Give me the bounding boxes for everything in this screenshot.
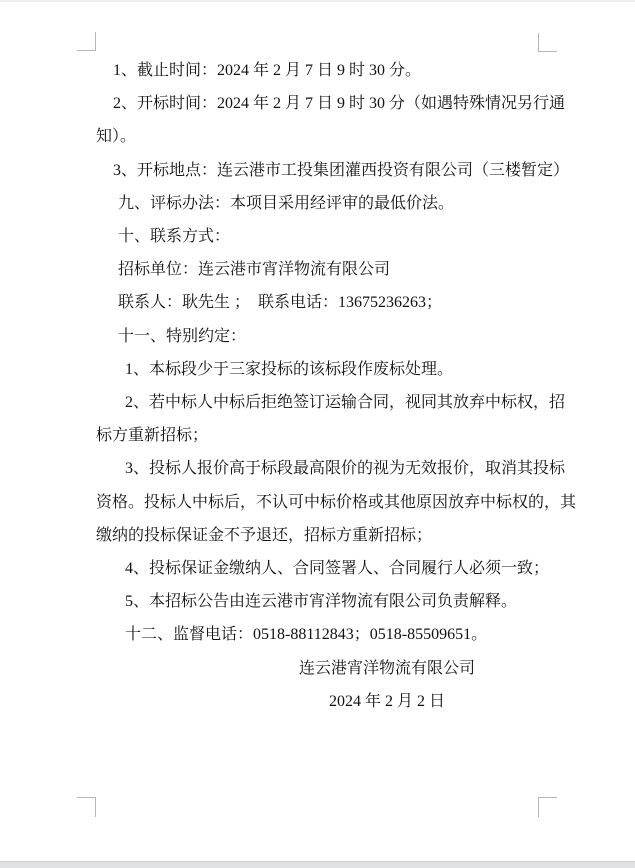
text-line: 十一、特别约定：: [118, 327, 247, 345]
text-line: 联系人：耿先生 ； 联系电话：13675236263；: [118, 294, 443, 312]
text-line: 1、本标段少于三家投标的该标段作废标处理。: [125, 360, 454, 378]
text-line: 4、投标保证金缴纳人、合同签署人、合同履行人必须一致；: [125, 560, 550, 578]
text-line: 2024 年 2 月 2 日: [328, 692, 445, 710]
text-line: 3、投标人报价高于标段最高限价的视为无效报价，取消其投标: [125, 460, 566, 478]
document-content: [96, 54, 577, 718]
crop-mark-bottom-right: [538, 797, 557, 817]
page-top-edge: [0, 0, 635, 2]
crop-mark-top-right: [538, 33, 557, 52]
text-line: 资格。投标人中标后，不认可中标价格或其他原因放弃中标权的，其: [96, 493, 577, 511]
text-line: 2、若中标人中标后拒绝签订运输合同，视同其放弃中标权，招: [125, 394, 566, 412]
text-line: 5、本招标公告由连云港市宵洋物流有限公司负责解释。: [125, 593, 518, 611]
page-bottom-edge: [0, 861, 635, 868]
text-line: 2、开标时间：2024 年 2 月 7 日 9 时 30 分（如遇特殊情况另行通: [113, 95, 566, 113]
text-line: 3、开标地点：连云港市工投集团灌西投资有限公司（三楼暂定）: [113, 161, 570, 179]
text-line: 连云港宵洋物流有限公司: [298, 659, 475, 677]
crop-mark-bottom-left: [77, 797, 96, 817]
crop-mark-top-left: [77, 32, 96, 51]
text-line: 缴纳的投标保证金不予退还，招标方重新招标；: [96, 526, 433, 544]
text-line: 标方重新招标；: [96, 427, 209, 445]
text-line: 知）。: [96, 128, 137, 146]
text-line: 十、联系方式：: [118, 228, 231, 246]
text-line: 招标单位：连云港市宵洋物流有限公司: [118, 261, 391, 279]
text-line: 1、截止时间：2024 年 2 月 7 日 9 时 30 分。: [113, 62, 422, 79]
text-line: 九、评标办法：本项目采用经评审的最低价法。: [118, 194, 455, 212]
text-line: 十二、监督电话：0518-88112843；0518-85509651。: [125, 626, 488, 644]
